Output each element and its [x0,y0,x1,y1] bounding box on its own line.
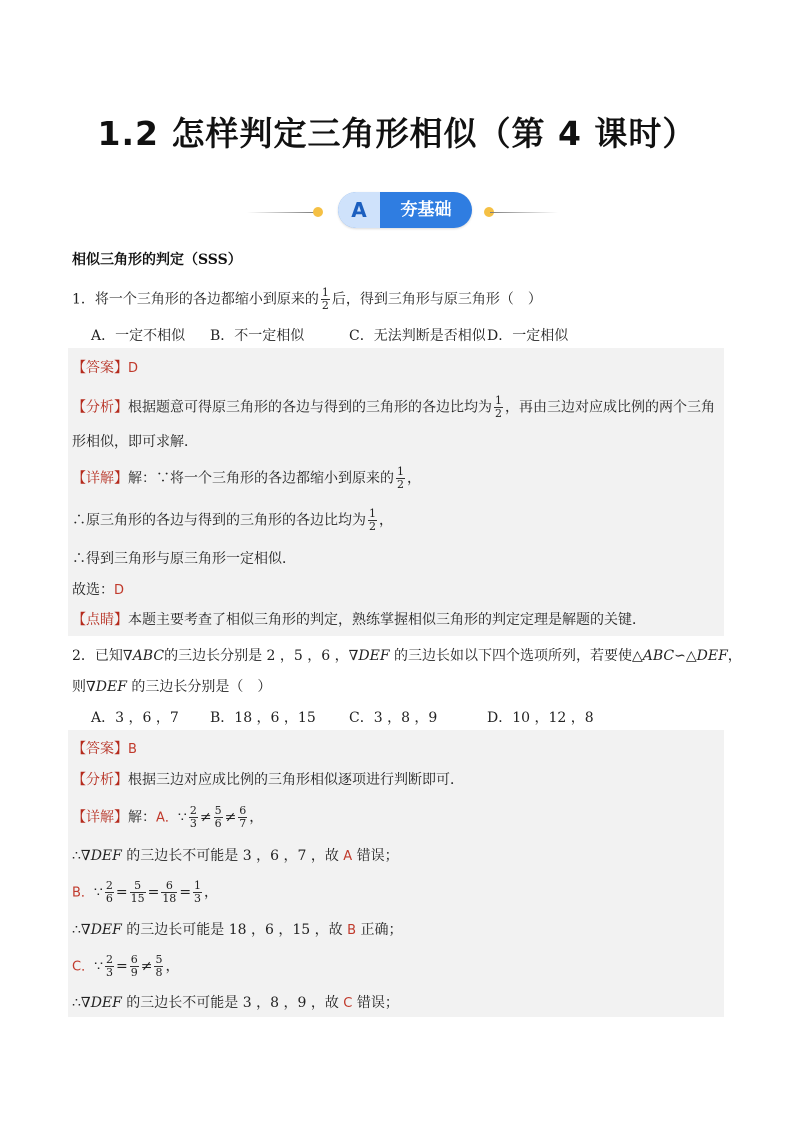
case-label-a: A． [156,810,178,826]
conclusion-text: 的三边长不可能是 3 ，8 ，9 ，故 [121,995,344,1011]
conclusion-end: 正确； [356,922,403,938]
fraction-denominator: 2 [495,407,502,420]
q2-detail-b [72,880,218,905]
fraction-denominator: 6 [214,817,222,830]
q2-detail-a [72,805,263,830]
point-text: 本题主要考查了相似三角形的判定，熟练掌握相似三角形的判定定理是解题的关键． [128,612,646,628]
fraction-numerator: 1 [369,507,376,520]
fraction-denominator: 3 [189,817,197,830]
fraction-denominator: 8 [155,966,163,979]
section-badge [0,192,794,232]
page-title: 1.2 怎样判定三角形相似（第 4 课时） [97,114,697,153]
equal-sign: = [179,884,192,901]
section-heading: 相似三角形的判定（SSS） [72,252,242,268]
fraction [189,805,198,830]
fraction-denominator: 3 [194,892,202,905]
answer-value: D [128,361,139,376]
equal-sign: = [147,884,160,901]
fraction-numerator: 1 [495,394,502,407]
analysis-label: 【分析】 [72,399,128,416]
q1-detail-1 [72,466,421,491]
q1-point [72,609,646,629]
fraction-denominator: 6 [105,892,113,905]
detail-text: ∴原三角形的各边与得到的三角形的各边比均为 [72,512,366,529]
conclusion-text: 的三边长可能是 18 ，6 ，15 ，故 [121,922,348,938]
q1-detail-2 [72,508,393,533]
detail-text-end: ， [407,470,421,487]
q2-stem-part: ， [727,648,742,664]
conclusion-end: 错误； [352,995,399,1011]
analysis-text-b: ，再由三边对应成比例的两个三角 [505,399,715,416]
therefore-sign: ∴ [72,922,81,938]
triangle-def: ∇DEF [86,679,127,695]
therefore-sign: ∴ [72,995,81,1011]
fraction [214,805,223,830]
fraction-numerator: 6 [239,804,247,817]
q1-answer [72,357,138,377]
fraction-numerator: 2 [189,804,197,817]
fraction-denominator: 9 [130,966,138,979]
q2-stem-1 [72,645,742,665]
fraction-denominator: 2 [369,520,376,533]
case-label-b: B． [72,885,94,901]
not-equal-sign: ≠ [224,809,237,826]
option-letter: A [343,849,353,864]
similarity-statement: △ABC∽△DEF [632,648,728,664]
triangle-def: ∇DEF [80,848,122,864]
triangle-def: ∇DEF [80,922,122,938]
fraction-numerator: 5 [130,880,146,893]
fraction [130,880,146,905]
fraction-denominator: 3 [106,966,113,979]
answer-value: B [128,742,137,757]
analysis-fraction [494,395,503,420]
line-end: ， [249,809,264,826]
detail-fraction [368,508,377,533]
point-label: 【点睛】 [72,612,128,628]
q2-analysis [72,769,464,789]
q2-stem-part: 则 [72,679,86,695]
fraction-numerator: 6 [130,953,138,966]
triangle-def: ∇DEF [348,648,390,664]
q2-option-d: D．10 ，12 ，8 [487,710,594,726]
fraction-numerator: 5 [155,953,163,966]
because-sign: ∵ [94,958,103,975]
answer-label: 【答案】 [72,741,128,757]
q1-stem-part-b: 后，得到三角形与原三角形（ ） [331,291,542,308]
badge-left-dot [313,207,323,217]
fraction [130,954,139,979]
equal-sign: = [116,958,128,975]
fraction-numerator: 5 [214,804,222,817]
q1-solution-box [68,348,724,636]
q1-option-c: C．无法判断是否相似 [349,328,486,344]
case-label-c: C． [72,959,95,975]
q1-stem-fraction [321,287,330,312]
choose-value: D [114,583,125,598]
q2-stem-part: 的三边长分别是 2 ，5 ，6 ， [164,648,349,664]
analysis-label: 【分析】 [72,772,128,788]
equal-sign: = [115,884,128,901]
detail-label: 【详解】 [72,809,128,826]
not-equal-sign: ≠ [199,809,212,826]
because-sign: ∵ [177,809,187,826]
q1-detail-3: ∴得到三角形与原三角形一定相似． [72,551,296,567]
therefore-sign: ∴ [72,848,81,864]
conclusion-end: 错误； [352,848,399,864]
detail-fraction [396,466,405,491]
fraction-numerator: 2 [105,879,113,892]
q1-stem-part-a: 1．将一个三角形的各边都缩小到原来的 [72,291,319,308]
fraction [105,880,114,905]
fraction-denominator: 2 [321,299,329,312]
q2-option-c: C．3 ，8 ，9 [349,710,438,726]
option-letter: C [343,996,353,1011]
fraction-denominator: 2 [397,478,404,491]
q1-option-d: D．一定相似 [487,328,569,344]
fraction [161,880,177,905]
analysis-text-a: 根据题意可得原三角形的各边与得到的三角形的各边比均为 [128,399,492,416]
analysis-text: 根据三边对应成比例的三角形相似逐项进行判断即可． [128,772,464,788]
q2-stem-part: 的三边长如以下四个选项所列，若要使 [389,648,632,664]
q1-analysis [72,395,715,420]
q2-detail-c [72,954,179,979]
q2-conclusion-b [72,919,402,939]
q2-stem-part: 的三边长分别是（ ） [126,679,272,695]
q2-option-b: B．18 ，6 ，15 [210,710,316,726]
q1-choose [72,579,124,599]
badge-left-line [247,212,315,213]
option-letter: B [347,923,357,938]
q2-option-a: A．3 ，6 ，7 [91,710,179,726]
badge-pill [338,192,472,228]
because-sign: ∵ [93,884,103,901]
fraction-denominator: 15 [130,892,145,905]
line-end: ， [165,958,180,975]
fraction [154,954,163,979]
fraction-numerator: 1 [321,286,329,299]
q2-conclusion-c [72,992,399,1012]
fraction-denominator: 18 [162,892,177,905]
q2-answer [72,738,137,758]
q1-stem [72,287,542,312]
detail-prefix: 解： [128,809,156,826]
triangle-def: ∇DEF [80,995,122,1011]
badge-text: 夯基础 [400,200,452,220]
badge-letter: A [338,192,380,228]
line-end: ， [204,884,219,901]
q2-conclusion-a [72,845,399,865]
fraction-numerator: 2 [106,953,113,966]
answer-label: 【答案】 [72,360,128,376]
badge-right-line [490,212,558,213]
fraction-denominator: 7 [239,817,247,830]
q1-option-b: B．不一定相似 [210,328,305,344]
fraction [105,954,114,979]
conclusion-text: 的三边长不可能是 3 ，6 ，7 ，故 [121,848,344,864]
q2-stem-part: 2．已知 [72,648,123,664]
detail-text: 解：∵将一个三角形的各边都缩小到原来的 [128,470,394,487]
fraction-numerator: 6 [161,880,177,893]
choose-label: 故选： [72,582,114,598]
fraction-numerator: 1 [194,879,202,892]
triangle-abc: ∇ABC [122,648,165,664]
not-equal-sign: ≠ [140,958,153,975]
q2-stem-2 [72,676,271,696]
fraction-numerator: 1 [397,465,404,478]
q1-analysis-cont: 形相似，即可求解． [72,434,198,450]
fraction [238,805,247,830]
detail-label: 【详解】 [72,470,128,487]
fraction [193,880,202,905]
detail-text-end: ， [379,512,393,529]
q1-option-a: A．一定不相似 [91,328,186,344]
